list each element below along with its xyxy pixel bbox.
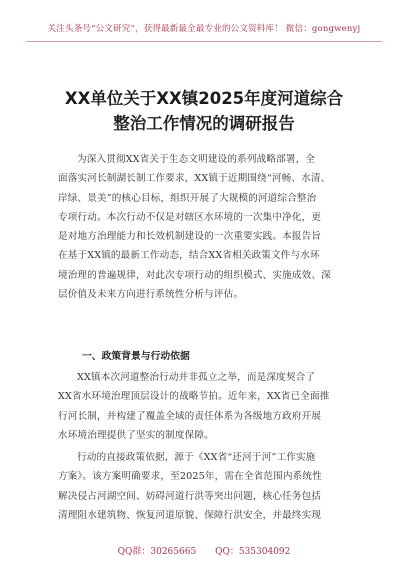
- paragraph-line: XX省水环境治理顶层设计的战略节拍。近年来，XX省已全面推: [58, 391, 330, 403]
- section-heading: 一、政策背景与行动依据: [82, 351, 190, 362]
- paragraph-line: 是对地方治理能力和长效机制建设的一次重要实践。本报告旨: [58, 231, 322, 243]
- title-line-1: XX单位关于XX镇2025年度河道综合: [64, 89, 344, 108]
- paragraph-line: 行河长制，并构建了覆盖全域的责任体系为各级地方政府开展: [58, 410, 322, 422]
- paragraph-line: 方案》。该方案明确要求，至2025年，需在全省范围内系统性: [58, 471, 322, 483]
- paragraph-line: 解决侵占河湖空间、妨碍河道行洪等突出问题，核心任务包括: [58, 490, 322, 502]
- header-notice: 关注头条号“公文研究”，获得最新最全最专业的公文资料库！ 微信：gongwenyj: [47, 24, 361, 34]
- footer-qq-group: QQ群：30265665: [117, 547, 197, 557]
- paragraph-line: 专项行动。本次行动不仅是对辖区水环境的一次集中净化，更: [58, 211, 322, 223]
- paragraph-line: 在基于XX镇的最新工作动态，结合XX省相关政策文件与水环: [58, 250, 320, 262]
- paragraph-line: 层价值及未来方向进行系统性分析与评估。: [58, 289, 244, 301]
- paragraph-line: 面落实河长制湖长制工作要求，XX镇于近期围绕“河畅、水清、: [58, 173, 331, 185]
- footer-contact: [0, 544, 408, 557]
- document-title: [0, 86, 408, 136]
- title-line-2: 整治工作情况的调研报告: [113, 114, 295, 133]
- footer-qq: QQ：535304092: [215, 547, 291, 557]
- paragraph-line: 境治理的普遍规律，对此次专项行动的组织模式、实施成效、深: [58, 269, 331, 281]
- paragraph-line: 水环境治理提供了坚实的制度保障。: [58, 429, 214, 441]
- paragraph-line: XX镇本次河道整治行动并非孤立之举，而是深度契合了: [77, 372, 316, 383]
- paragraph-line: 行动的直接政策依据，源于《XX省“还河于河”工作实施: [77, 452, 316, 463]
- header-divider: [26, 41, 382, 42]
- paragraph-policy: [58, 368, 354, 445]
- paragraph-line: 为深入贯彻XX省关于生态文明建设的系列战略部署，全: [77, 154, 316, 165]
- paragraph-line: 清理阻水建筑物、恢复河道原貌、保障行洪安全，并最终实现: [58, 509, 322, 521]
- paragraph-line: 岸绿、景美”的核心目标，组织开展了大规模的河道综合整治: [58, 192, 317, 204]
- paragraph-basis: [58, 448, 354, 525]
- paragraph-intro: [58, 150, 354, 304]
